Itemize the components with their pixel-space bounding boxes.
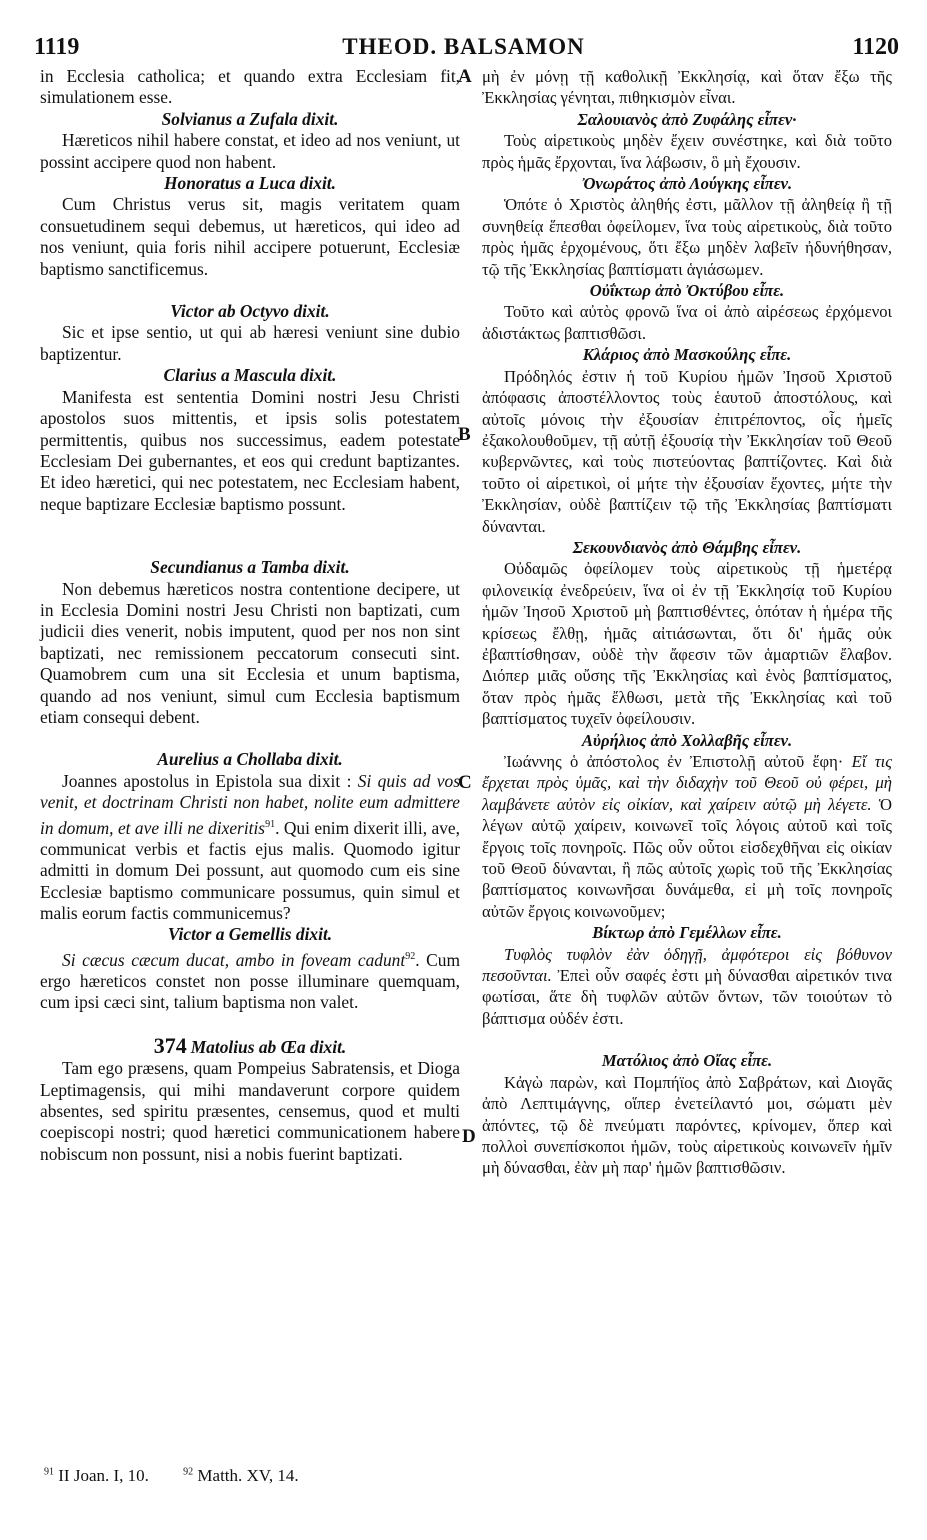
page-header [0, 34, 927, 64]
footnote [44, 1466, 149, 1485]
latin-paragraph [40, 771, 460, 925]
speaker-heading: Secundianus a Tamba dixit. [150, 557, 350, 578]
speaker-heading: Σεκουνδιανὸς ἀπὸ Θάμβης εἶπεν. [572, 537, 802, 557]
scripture-quote: Εἴ τις ἔρχεται πρὸς ὑμᾶς, καὶ τὴν διδαχὴν τοῦ Θεοῦ οὐ φέρει, μὴ λαμβάνετε αὐτὸν εἰς οἰκίαν, καὶ χαίρειν αὐτῷ μὴ λέγετε. [482, 752, 892, 814]
greek-paragraph: μὴ ἐν μόνῃ τῇ καθολικῇ Ἐκκλησίᾳ, καὶ ὅταν ἔξω τῆς Ἐκκλησίας γένηται, πιθηκισμὸν εἶναι. [482, 67, 892, 108]
greek-paragraph [482, 751, 892, 922]
latin-paragraph: Manifesta est sententia Domini nostri Jesu Christi apostolos suos mittentis, et ipsis solis potestatem permittentis, quibus nos successimus, eadem potestate Ecclesiam Dei gubernantes, et eos qui credunt baptizantes. Et ideo hæretici, qui nec potestatem, nec Ecclesiam habent, neque baptizare Ecclesiæ baptismo possunt. [40, 386, 460, 514]
footnote-number: 92 [183, 1466, 194, 1478]
speaker-heading: Οὐΐκτωρ ἀπὸ Ὀκτύβου εἶπε. [589, 281, 785, 301]
greek-paragraph: Ὁπότε ὁ Χριστὸς ἀληθής ἐστι, μᾶλλον τῇ ἀληθείᾳ ἢ τῇ συνηθείᾳ ἕπεσθαι ὀφείλομεν, ἵνα τοὺς αἱρετικοὺς, διὰ τοῦτο πρὸς ἡμᾶς ἐρχομένους, ὅτι ἔξω μηδὲν λαβεῖν ἠδυνήθησαν, τῷ τῆς Ἐκκλησίας βαπτίσματι ἁγιάσωμεν. [482, 195, 892, 279]
footnote-ref: 91 [265, 818, 276, 830]
speaker-heading [40, 1032, 460, 1058]
latin-paragraph: Sic et ipse sentio, ut qui ab hæresi veniunt sine dubio baptizentur. [40, 322, 460, 364]
speaker-heading: Βίκτωρ ἀπὸ Γεμέλλων εἶπε. [592, 923, 782, 943]
speaker-heading: Αὐρήλιος ἀπὸ Χολλαβῆς εἶπεν. [581, 730, 793, 750]
latin-paragraph: Hæreticos nihil habere constat, et ideo ad nos veniunt, ut possint accipere quod non habent. [40, 130, 460, 172]
text-run: Joannes apostolus in Epistola sua dixit : [62, 770, 358, 791]
footnotes [44, 1466, 444, 1486]
page-number-left: 1119 [34, 34, 80, 60]
footnote-text: II Joan. I, 10. [58, 1466, 149, 1485]
text-run: Ἐπεὶ οὖν σαφές ἐστι μὴ δύνασθαι αἱρετικόν τινα φωτίσαι, ἅτε δὴ τυφλῶν αὐτῶν ὄντων, τῶν τοιούτων τὸ βάπτισμα οὐδέν ἐστι. [482, 966, 892, 1028]
latin-paragraph: in Ecclesia catholica; et quando extra Ecclesiam fit, simulationem esse. [40, 66, 460, 108]
scripture-quote: Si quis ad vos venit, et doctrinam Christi non habet, nolite eum admittere in domum, et ave illi ne dixeritis [40, 770, 460, 838]
margin-marker-d: D [462, 1126, 476, 1147]
speaker-heading: Ὀνωράτος ἀπὸ Λούγκης εἶπεν. [581, 174, 793, 194]
greek-paragraph: Πρόδηλός ἐστιν ἡ τοῦ Κυρίου ἡμῶν Ἰησοῦ Χριστοῦ ἀπόφασις ἀποστέλλοντος τοὺς ἑαυτοῦ ἀποστόλους, καὶ αὐτοῖς μόνοις τὴν ἐξουσίαν ἐπιτρέποντος, οἷς ἡμεῖς ἐξακολουθοῦμεν, τῇ αὐτῇ ἐξουσίᾳ τὴν Ἐκκλησίαν τοῦ Θεοῦ κυβερνῶντες, καὶ τοὺς πιστεύοντας βαπτίζοντες. Καὶ διὰ τοῦτο οἱ αἱρετικοὶ, οἱ μήτε τὴν ἐξουσίαν ἔχοντες, μήτε τὴν Ἐκκλησίαν, οὐδὲ βαπτίζειν τῷ τῆς Ἐκκλησίας βαπτίσματι δύνανται. [482, 366, 892, 536]
scripture-quote: Τυφλὸς τυφλὸν ἐὰν ὁδηγῇ, ἀμφότεροι εἰς βόθυνον πεσοῦνται. [482, 944, 892, 986]
column-number: 374 [153, 1032, 187, 1058]
margin-marker-c: C [458, 772, 472, 793]
greek-paragraph [482, 944, 892, 1030]
footnote [183, 1466, 298, 1485]
page-number-right: 1120 [852, 34, 899, 60]
footnote-ref: 92 [405, 950, 416, 962]
scripture-quote: Si cæcus cæcum ducat, ambo in foveam cadunt [62, 949, 406, 970]
footnote-number: 91 [44, 1466, 54, 1478]
speaker-heading: Σαλουιανὸς ἀπὸ Ζυφάλης εἶπεν· [577, 109, 797, 129]
text-run: . Cum ergo hæreticos constet non posse illuminare quemquam, cum ipsi cæci sint, talium baptisma non valet. [40, 949, 460, 1013]
greek-column [482, 66, 892, 1179]
speaker-heading: Κλάριος ἀπὸ Μασκούλης εἶπε. [582, 345, 792, 365]
margin-marker-b: B [458, 424, 471, 445]
text-run: . Qui enim dixerit illi, ave, communicat verbis et factis ejus malis. Quomodo igitur admitti in domum Dei possunt, aut quomodo cum eis sine Ecclesiæ baptismo communicare possumus, quin simul et malis eorum factis communicemus? [40, 817, 460, 924]
speaker-heading: Honoratus a Luca dixit. [163, 173, 336, 194]
latin-paragraph: Tam ego præsens, quam Pompeius Sabratensis, et Dioga Leptimagensis, qui mihi mandaverunt corpore quidem absentes, sed spiritu præsentes, censemus, quod et multi coepiscopi nostri; quod hæretici communicationem habere nobiscum non possunt, nisi a nobis fuerint baptizati. [40, 1058, 460, 1164]
latin-paragraph [40, 946, 460, 1014]
speaker-heading: Aurelius a Chollaba dixit. [157, 749, 343, 770]
greek-paragraph: Κἀγὼ παρὼν, καὶ Πομπήϊος ἀπὸ Σαβράτων, καὶ Διογᾶς ἀπὸ Λεπτιμάγνης, οἵπερ ἐνετείλαντό μοι, σώματι μὲν ἀπόντες, τῷ δὲ πνεύματι παρόντες, κρίνομεν, ὅπερ καὶ πολλοὶ συνεπίσκοποι ἡμῶν, τοὺς αἱρετικοὺς κοινωνεῖν ἡμῖν μὴ δύνασθαι, ἐὰν μὴ παρ' ἡμῶν βαπτισθῶσιν. [482, 1072, 892, 1178]
latin-paragraph: Non debemus hæreticos nostra contentione decipere, ut in Ecclesia Domini nostri Jesu Christi non baptizati, cum judicii dies venerit, nobis imputent, quod per nos non sint baptizati, nec remissionem peccatorum consecuti sint. Quamobrem cum una sit Ecclesia et unum baptisma, quando ad nos veniunt, simul cum Ecclesia baptismum etiam consequi debent. [40, 578, 460, 727]
footnote-text: Matth. XV, 14. [197, 1466, 299, 1485]
latin-column [40, 66, 460, 1165]
speaker-heading: Clarius a Mascula dixit. [163, 365, 337, 386]
speaker-name: Matolius ab Œa dixit. [190, 1036, 347, 1057]
margin-marker-a: A [458, 66, 472, 87]
latin-paragraph: Cum Christus verus sit, magis veritatem quam consuetudinem sequi debemus, ut hæreticos, qui ideo ad nos veniunt, quia foris nihil accipere potuerunt, Ecclesiæ baptismo sanctificemus. [40, 194, 460, 279]
speaker-heading: Ματόλιος ἀπὸ Οἴας εἶπε. [601, 1051, 773, 1071]
greek-paragraph: Τοῦτο καὶ αὐτὸς φρονῶ ἵνα οἱ ἀπὸ αἱρέσεως ἐρχόμενοι ἀδιστάκτως βαπτισθῶσι. [482, 302, 892, 343]
speaker-heading: Victor ab Octyvo dixit. [170, 301, 330, 322]
speaker-heading: Victor a Gemellis dixit. [167, 924, 333, 945]
text-run: Ἰωάννης ὁ ἀπόστολος ἐν Ἐπιστολῇ αὐτοῦ ἔφη· [504, 752, 852, 771]
greek-paragraph: Τοὺς αἱρετικοὺς μηδὲν ἔχειν συνέστηκε, καὶ διὰ τοῦτο πρὸς ἡμᾶς ἔρχονται, ἵνα λάβωσιν, ὃ μὴ ἔχουσιν. [482, 131, 892, 172]
text-run: Ὁ λέγων αὐτῷ χαίρειν, κοινωνεῖ τοῖς λόγοις αὐτοῦ καὶ τοῖς ἔργοις τοῖς πονηροῖς. Πῶς οὖν οὗτοι εἰσδεχθῆναι εἰς οἰκίαν τοῦ Θεοῦ δύνανται, ἢ πῶς αὐτοῖς χωρὶς τοῦ τῆς Ἐκκλησίας βαπτίσματος κοινωνῆσαι δυνάμεθα, εἰ μὴ τοῖς πονηροῖς αὐτῶν ἔργοις κοινωνοῦμεν; [482, 794, 892, 921]
greek-paragraph: Οὐδαμῶς ὀφείλομεν τοὺς αἱρετικοὺς τῇ ἡμετέρᾳ φιλονεικίᾳ ἐνεδρεύειν, ἵνα οἱ ἐν τῇ Ἐκκλησίᾳ τοῦ Κυρίου ἡμῶν Ἰησοῦ Χριστοῦ μὴ βαπτισθέντες, ὁπόταν ἡ ἡμέρα τῆς κρίσεως ἔλθῃ, ἡμᾶς αἰτιάσωνται, ὅτι δι' ἡμᾶς οὐκ ἐβαπτίσθησαν, οὐδὲ τὴν ἄφεσιν τῶν ἁμαρτιῶν ἔλαβον. Διόπερ μιᾶς οὔσης τῆς Ἐκκλησίας καὶ ἑνὸς βαπτίσματος, ὅταν πρὸς ἡμᾶς ἔλθωσι, μετὰ τῆς Ἐκκλησίας καὶ τοῦ βαπτίσματος τυχεῖν ὀφείλουσιν. [482, 559, 892, 729]
speaker-heading: Solvianus a Zufala dixit. [161, 108, 339, 129]
running-title: THEOD. BALSAMON [342, 34, 585, 59]
